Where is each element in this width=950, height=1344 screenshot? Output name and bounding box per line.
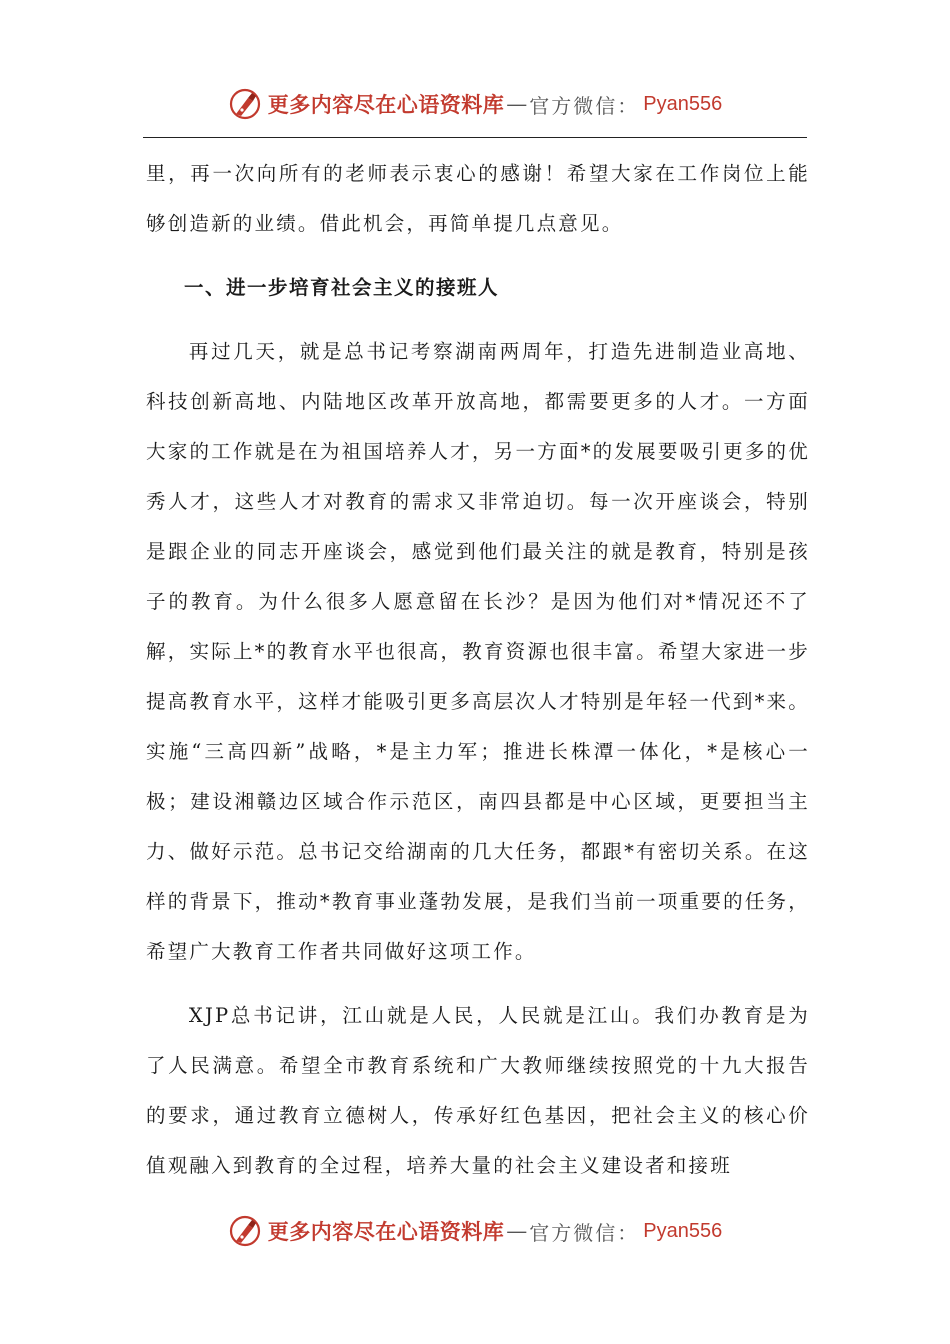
pen-nib-logo-icon	[228, 1214, 262, 1248]
footer-wechat-id: Pyan556	[643, 1219, 723, 1242]
section-heading: 一、进一步培育社会主义的接班人	[184, 276, 500, 299]
document-body	[146, 149, 810, 1191]
header-slogan: 更多内容尽在心语资料库	[267, 92, 505, 117]
footer-dash: —	[506, 1219, 528, 1243]
footer-wechat-label: 官方微信：	[529, 1220, 640, 1245]
header-banner	[0, 82, 950, 126]
footer-banner	[0, 1209, 950, 1253]
footer-slogan: 更多内容尽在心语资料库	[267, 1219, 505, 1244]
header-wechat-label: 官方微信：	[529, 93, 640, 118]
paragraph-gap	[146, 977, 810, 991]
intro-paragraph: 里，再一次向所有的老师表示衷心的感谢！希望大家在工作岗位上能够创造新的业绩。借此机会，再简单提几点意见。	[146, 162, 810, 235]
header-dash: —	[506, 92, 528, 116]
header-divider	[143, 137, 807, 138]
pen-nib-logo-icon	[228, 87, 262, 121]
header-wechat-id: Pyan556	[643, 92, 723, 115]
body-paragraph-1: 再过几天，就是总书记考察湖南两周年，打造先进制造业高地、科技创新高地、内陆地区改革开放高地，都需要更多的人才。一方面大家的工作就是在为祖国培养人才，另一方面*的发展要吸引更多的优秀人才，这些人才对教育的需求又非常迫切。每一次开座谈会，特别是跟企业的同志开座谈会，感觉到他们最关注的就是教育，特别是孩子的教育。为什么很多人愿意留在长沙？是因为他们对*情况还不了解，实际上*的教育水平也很高，教育资源也很丰富。希望大家进一步提高教育水平，这样才能吸引更多高层次人才特别是年轻一代到*来。实施“三高四新”战略，*是主力军；推进长株潭一体化，*是核心一极；建设湘赣边区域合作示范区，南四县都是中心区域，更要担当主力、做好示范。总书记交给湖南的几大任务，都跟*有密切关系。在这样的背景下，推动*教育事业蓬勃发展，是我们当前一项重要的任务，希望广大教育工作者共同做好这项工作。	[146, 340, 810, 963]
body-paragraph-2: XJP总书记讲，江山就是人民，人民就是江山。我们办教育是为了人民满意。希望全市教育系统和广大教师继续按照党的十九大报告的要求，通过教育立德树人，传承好红色基因，把社会主义的核心价值观融入到教育的全过程，培养大量的社会主义建设者和接班	[146, 1004, 810, 1177]
